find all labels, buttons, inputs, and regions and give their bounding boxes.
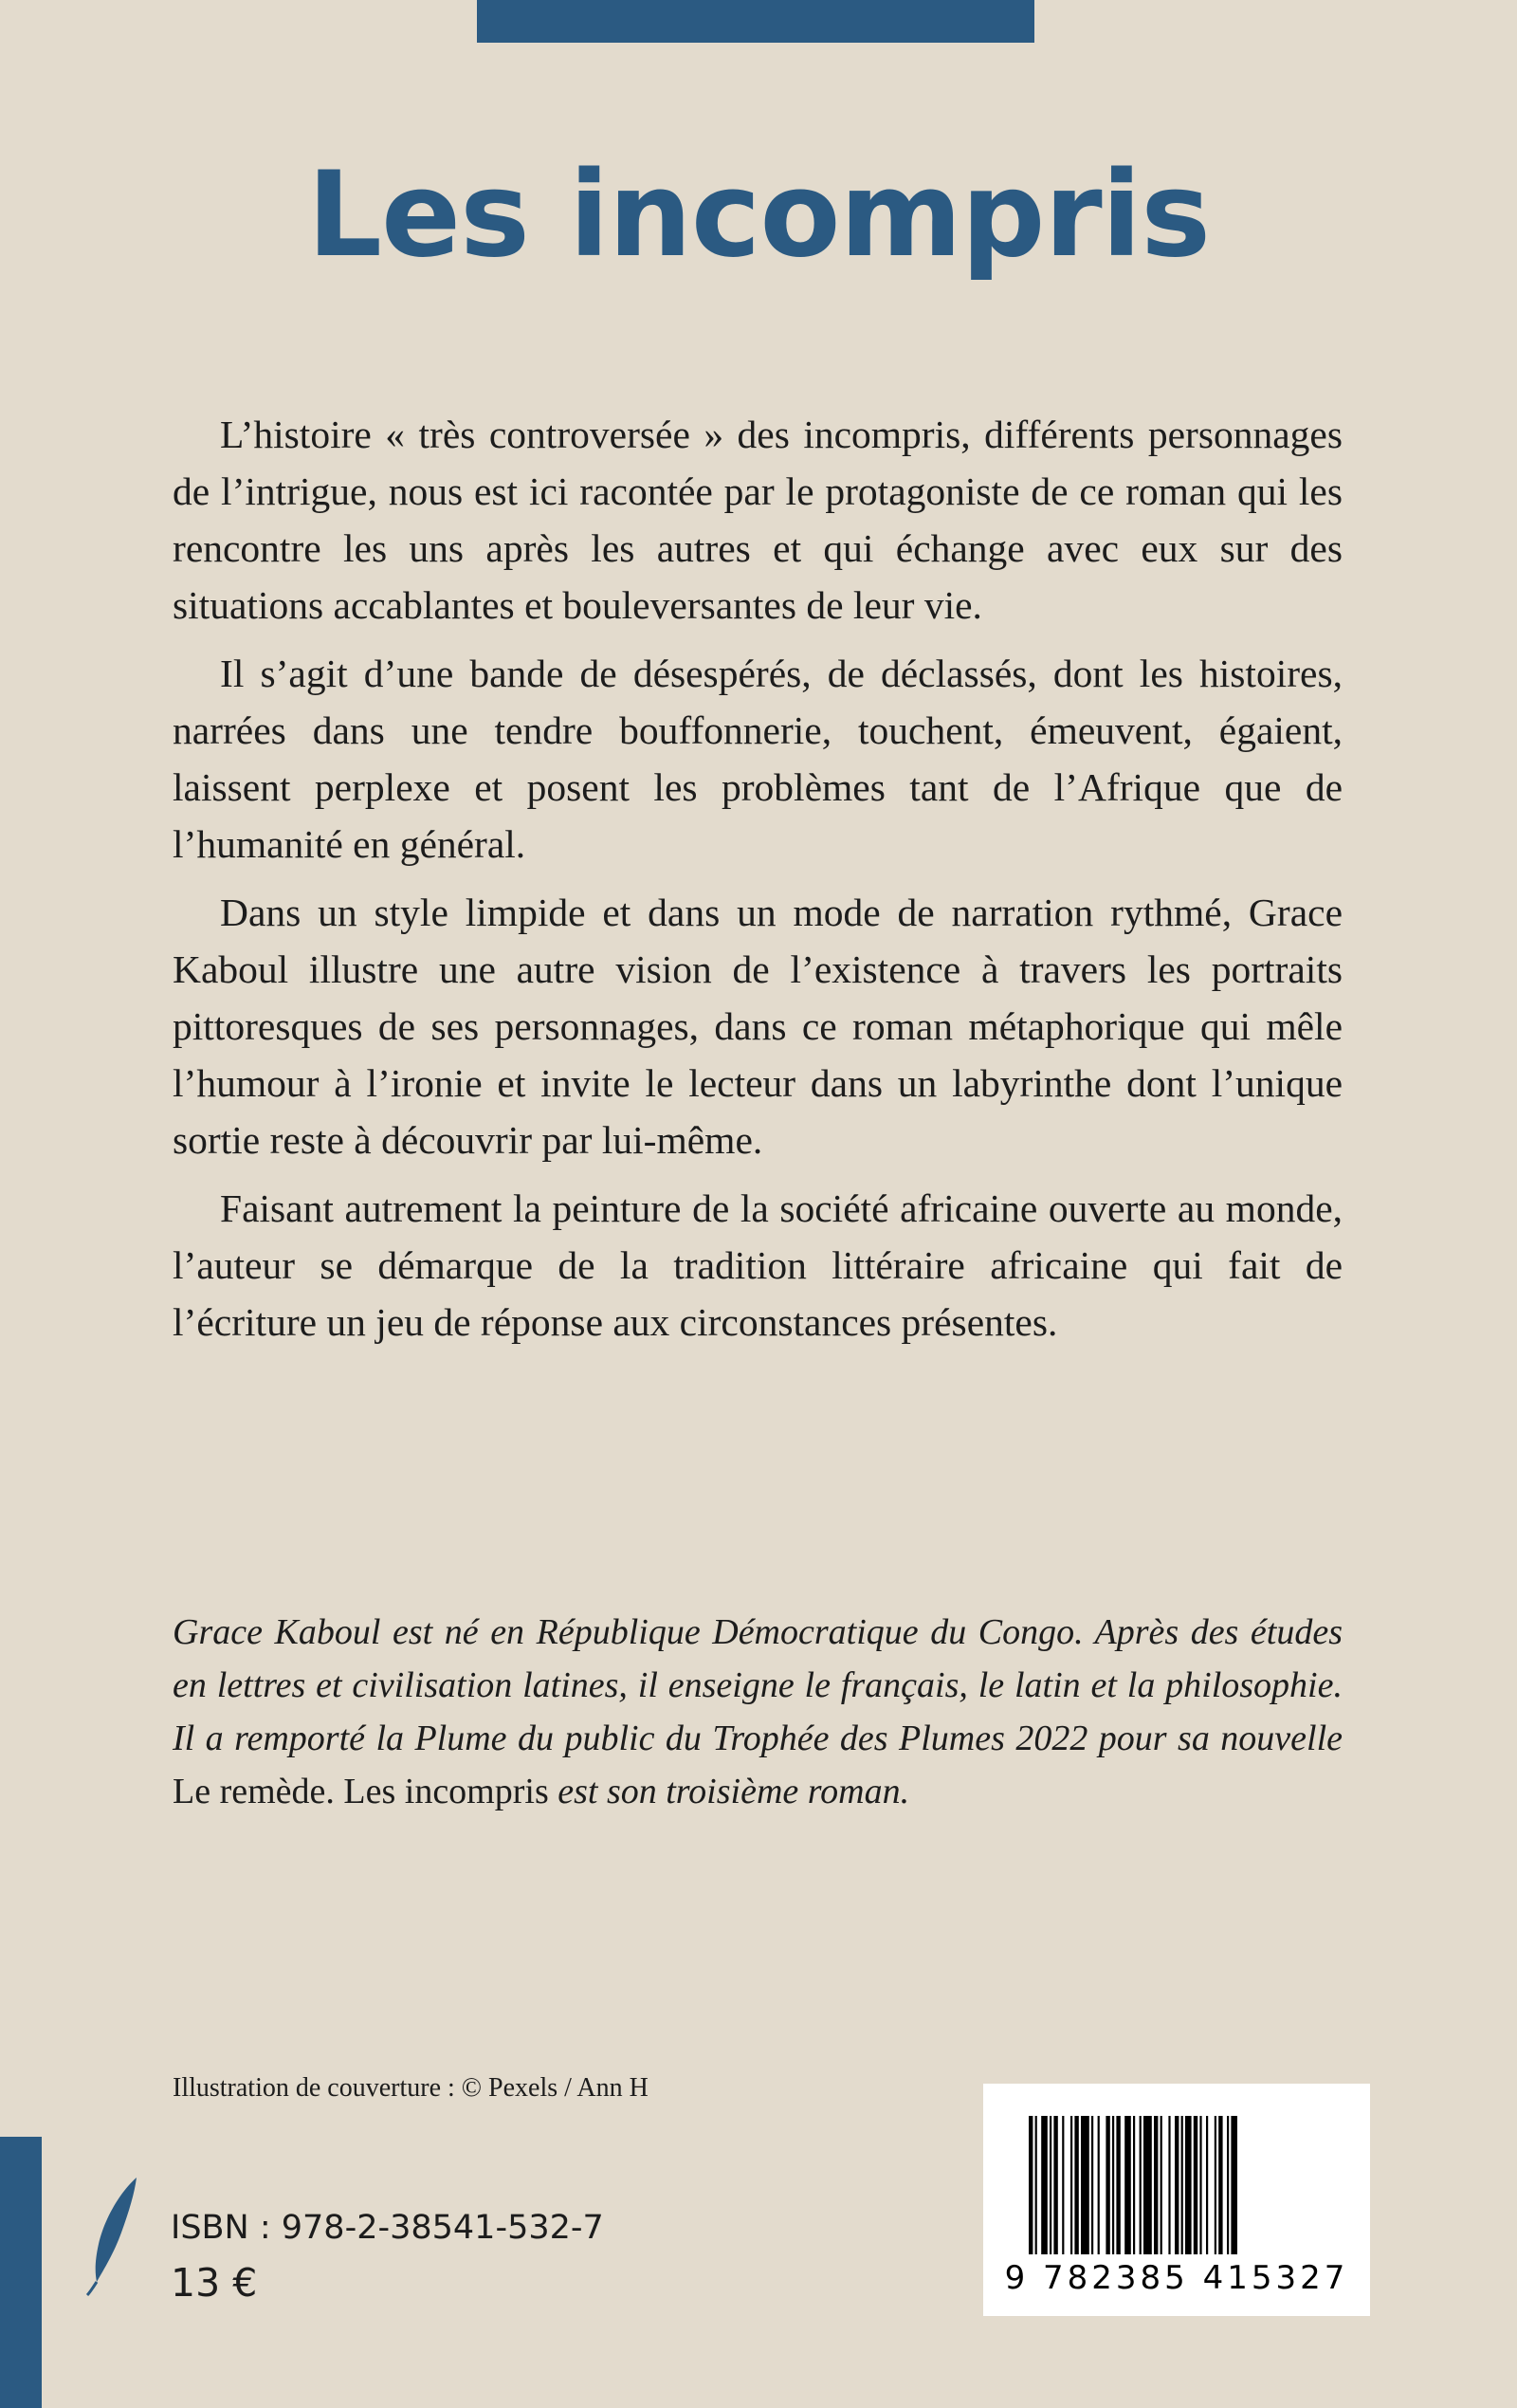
cover-illustration-credit: Illustration de couverture : © Pexels / Ann H xyxy=(173,2073,649,2103)
barcode-bar xyxy=(1175,2116,1179,2254)
blurb-paragraph: Il s’agit d’une bande de désespérés, de déclassés, dont les histoires, narrées dans une tendre bouffonnerie, touchent, émeuvent, égaient, laissent perplexe et posent les problèmes tant de l’Afrique que de l’humanité en général. xyxy=(173,652,1343,866)
barcode-bar xyxy=(1161,2116,1162,2254)
book-blurb xyxy=(173,406,1343,1362)
blurb-paragraph: Faisant autrement la peinture de la société africaine ouverte au monde, l’auteur se démarque de la tradition littéraire africaine qui fait de l’écriture un jeu de réponse aux circonstances présentes. xyxy=(173,1186,1343,1344)
isbn-number: ISBN : 978-2-38541-532-7 xyxy=(171,2209,604,2247)
feather-icon xyxy=(82,2174,142,2297)
barcode-bar xyxy=(1035,2116,1037,2254)
author-bio xyxy=(173,1606,1343,1818)
side-accent-band xyxy=(0,2137,42,2408)
barcode-bar xyxy=(1231,2116,1237,2254)
barcode-bar xyxy=(1098,2116,1100,2254)
top-accent-band xyxy=(477,0,1034,43)
book-title: Les incompris xyxy=(307,147,1210,284)
barcode-bar xyxy=(1181,2116,1183,2254)
blurb-paragraph: L’histoire « très controversée » des incompris, différents personnages de l’intrigue, nous est ici racontée par le protagoniste de ce roman qui les rencontre les uns après les autres et qui échange avec eux sur des situations accablantes et bouleversantes de leur vie. xyxy=(173,413,1343,627)
barcode-bar xyxy=(1133,2116,1135,2254)
barcode-bar xyxy=(1053,2116,1057,2254)
author-bio-text: Grace Kaboul est né en République Démocratique du Congo. Après des études en lettres et civilisation latines, il enseigne le français, le latin et la philosophie. Il a remporté la Plume du public du Trophée des Plumes 2022 pour sa nouvelle xyxy=(173,1612,1343,1758)
barcode-bar xyxy=(1074,2116,1078,2254)
barcode-bar xyxy=(1194,2116,1197,2254)
barcode-bar xyxy=(1112,2116,1114,2254)
price: 13 € xyxy=(171,2260,258,2306)
barcode-bar xyxy=(1218,2116,1222,2254)
barcode-bar xyxy=(1168,2116,1170,2254)
blurb-paragraph: Dans un style limpide et dans un mode de narration rythmé, Grace Kaboul illustre une autre vision de l’existence à travers les portraits pittoresques de ses personnages, dans ce roman métaphorique qui mêle l’humour à l’ironie et invite le lecteur dans un labyrinthe dont l’unique sortie reste à découvrir par lui-même. xyxy=(173,891,1343,1162)
barcode-bar xyxy=(1029,2116,1033,2254)
barcode-bar xyxy=(1081,2116,1089,2254)
barcode-bar xyxy=(1227,2116,1229,2254)
barcode-bar xyxy=(1206,2116,1208,2254)
author-bio-book-titles: Le remède. Les incompris xyxy=(173,1772,549,1811)
barcode-bar xyxy=(1154,2116,1158,2254)
barcode-bar xyxy=(1140,2116,1142,2254)
barcode-digits: 9 782385 415327 xyxy=(1004,2259,1349,2297)
barcode-bar xyxy=(1185,2116,1192,2254)
barcode-icon xyxy=(1029,2116,1325,2254)
barcode-bar xyxy=(1124,2116,1131,2254)
barcode-bar xyxy=(1041,2116,1048,2254)
author-bio-text-end: est son troisième roman. xyxy=(557,1772,910,1811)
barcode-bar xyxy=(1116,2116,1120,2254)
barcode-bar xyxy=(1070,2116,1072,2254)
barcode-bar xyxy=(1106,2116,1109,2254)
barcode-bar xyxy=(1062,2116,1064,2254)
barcode-bar xyxy=(1199,2116,1201,2254)
barcode xyxy=(983,2084,1370,2316)
barcode-bar xyxy=(1143,2116,1152,2254)
barcode-bar xyxy=(1215,2116,1216,2254)
barcode-bar xyxy=(1091,2116,1093,2254)
barcode-bar xyxy=(1050,2116,1051,2254)
